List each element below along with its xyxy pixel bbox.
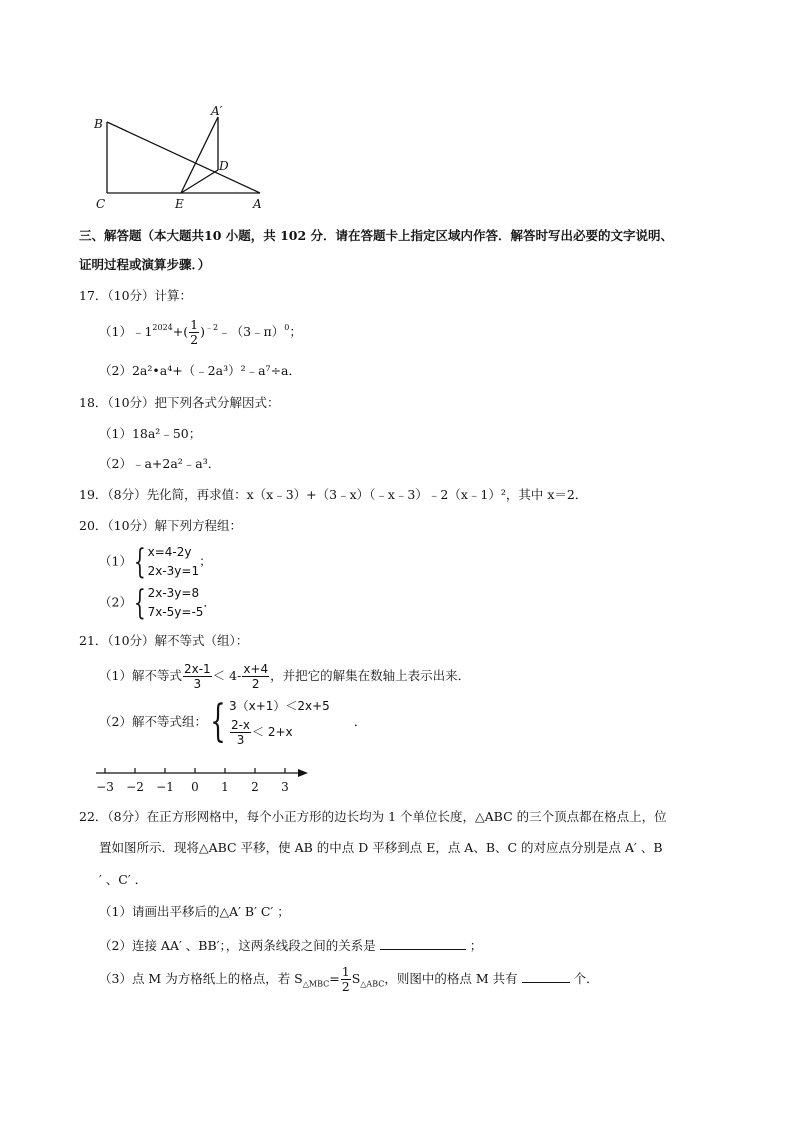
axis-tick-label: −1 xyxy=(156,780,174,794)
axis-tick-label: 1 xyxy=(221,780,229,794)
q18-part-1: （1）18a²﹣50； xyxy=(99,426,202,441)
label-b: B xyxy=(94,117,103,131)
q22-part-1: （1）请画出平移后的△A′ B′ C′ ； xyxy=(99,904,290,919)
q22-line-2: 置如图所示．现将△ABC 平移，使 AB 的中点 D 平移到点 E，点 A、B、C 的对应点分别是点 A′ 、B xyxy=(99,840,663,855)
q21-header: 21．（10分）解不等式（组）： xyxy=(79,633,249,648)
q21-part-1: （1）解不等式 $\frac{2x-1}{3}$ ＜ 4- $\frac{x+4}{2}$ ，并把它的解集在数轴上表示出来． xyxy=(99,662,471,691)
axis-tick-label: −2 xyxy=(126,780,144,794)
label-e: E xyxy=(175,197,184,211)
equation-system-1: x=4-2y 2x-3y=1 xyxy=(147,545,200,578)
q20-part-1: （1）{ x=4-2y 2x-3y=1 ； xyxy=(99,541,212,582)
q17-part-2: （2）2a²•a⁴+（﹣2a³）²﹣a⁷÷a． xyxy=(99,363,301,378)
q18-part-2: （2）﹣a+2a²﹣a³． xyxy=(99,456,221,471)
q20-part-2: （2）{ 2x-3y=8 7x-5y=-5 ． xyxy=(99,582,216,623)
q20-header: 20．（10分）解下列方程组： xyxy=(79,518,243,533)
label-c: C xyxy=(96,197,106,211)
label-a: A xyxy=(253,197,262,211)
label-d: D xyxy=(219,159,229,173)
q22-part-3: （3）点 M 为方格纸上的格点，若 $S_{\triangle MBC}=$ $\frac{1}{2}$ $S_{\triangle ABC}$，则图中的格点 M 共有 个． xyxy=(99,963,599,994)
brace-icon: { xyxy=(210,696,226,748)
number-line xyxy=(92,764,312,794)
q18-header: 18．（10分）把下列各式分解因式： xyxy=(79,395,280,410)
section-3-desc-1: （本大题共10 小题，共 102 分．请在答题卡上指定区域内作答．解答时写出必要的文字说明、 xyxy=(141,228,674,243)
triangle-figure xyxy=(88,100,278,212)
axis-tick-label: 3 xyxy=(281,780,289,794)
axis-tick-label: 0 xyxy=(191,780,199,794)
q22-line-3: ′ 、C′ ． xyxy=(99,872,148,887)
label-a-prime: A′ xyxy=(211,104,223,118)
q17-header: 17．（10分）计算： xyxy=(79,288,193,303)
fraction-half: $\frac{1}{2}$ xyxy=(190,316,199,347)
axis-tick-label: 2 xyxy=(251,780,259,794)
answer-blank-2[interactable] xyxy=(522,970,570,983)
q21-part-2: （2）解不等式组：{ 3（x+1）＜2x+5 $\frac{2-x}{3}$ ＜ 2+x ． xyxy=(99,696,367,748)
brace-icon: { xyxy=(133,582,146,623)
inequality-system: 3（x+1）＜2x+5 $\frac{2-x}{3}$ ＜ 2+x xyxy=(228,699,330,747)
section-3-title: 三、解答题 xyxy=(79,228,142,243)
section-3-heading xyxy=(79,230,673,243)
axis-tick-label: −3 xyxy=(96,780,114,794)
equation-system-2: 2x-3y=8 7x-5y=-5 xyxy=(147,586,204,619)
section-3-desc-2: 证明过程或演算步骤．） xyxy=(79,257,211,272)
answer-blank-1[interactable] xyxy=(380,937,466,950)
q22-line-1: 22．（8分）在正方形网格中，每个小正方形的边长均为 1 个单位长度，△ABC 的三个顶点都在格点上，位 xyxy=(79,809,667,824)
brace-icon: { xyxy=(133,541,146,582)
q17-part-1: $(1)﹣1^{2024}+$( $\frac{1}{2}$ )$^{﹣2}$﹣（3﹣π）$^0$； xyxy=(99,316,302,347)
q22-part-2: （2）连接 AA′ 、BB′；，这两条线段之间的关系是 ； xyxy=(99,938,483,953)
q19-text: 19．（8分）先化简，再求值：x（x﹣3）+（3﹣x）（﹣x﹣3）﹣2（x﹣1）²，其中 x＝2． xyxy=(79,487,588,502)
